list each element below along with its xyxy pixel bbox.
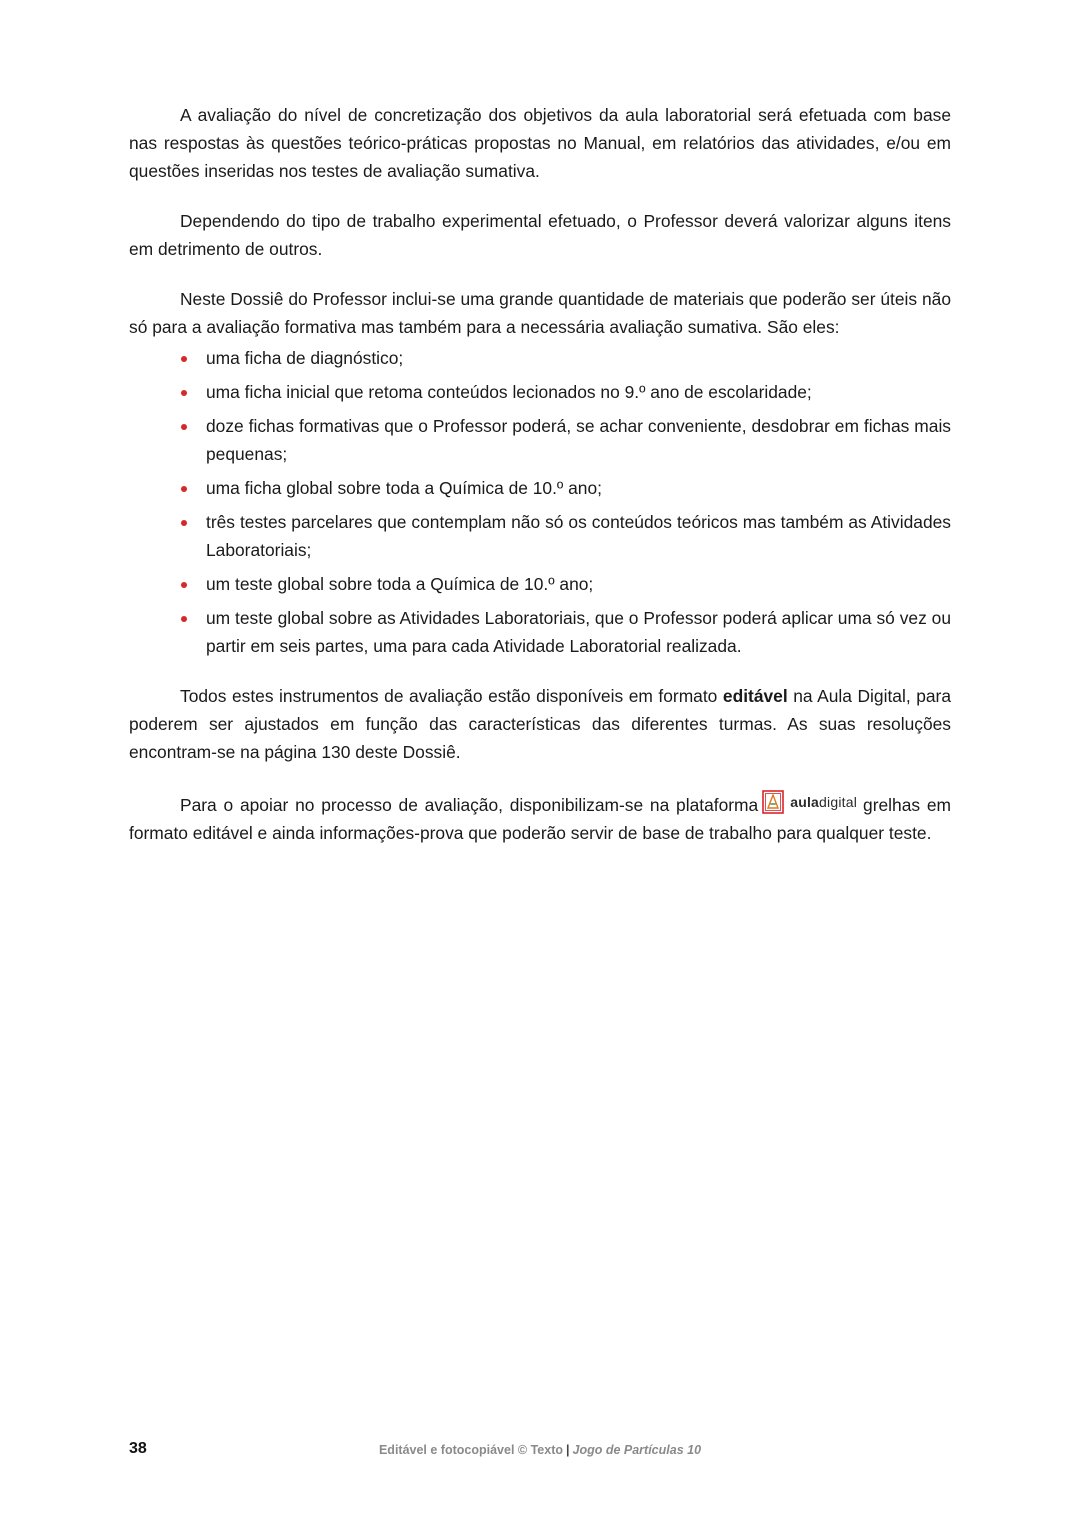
list-item [129, 604, 951, 660]
aula-digital-logo-icon [762, 790, 784, 814]
list-item [129, 508, 951, 564]
list-item-text: doze fichas formativas que o Professor poderá, se achar conveniente, desdobrar em fichas mais pequenas; [206, 416, 951, 464]
paragraph-evaluation-objectives: A avaliação do nível de concretização dos objetivos da aula laboratorial será efetuada com base nas respostas às questões teórico-práticas propostas no Manual, em relatórios das atividades, e/ou em questões inseridas nos testes de avaliação sumativa. [129, 105, 951, 181]
paragraph-experimental-work: Dependendo do tipo de trabalho experimental efetuado, o Professor deverá valorizar alguns itens em detrimento de outros. [129, 211, 951, 259]
footer-separator: | [566, 1443, 570, 1457]
editable-emphasis: editável [722, 686, 788, 706]
list-item [129, 378, 951, 406]
list-item [129, 474, 951, 502]
bullet-icon [181, 390, 187, 396]
bullet-icon [181, 582, 187, 588]
bullet-icon [181, 616, 187, 622]
list-item-text: um teste global sobre as Atividades Laboratoriais, que o Professor poderá aplicar uma só vez ou partir em seis partes, uma para cada Atividade Laboratorial realizada. [206, 608, 951, 656]
book-title: Jogo de Partículas 10 [572, 1443, 702, 1457]
list-item-text: três testes parcelares que contemplam não só os conteúdos teóricos mas também as Atividades Laboratoriais; [206, 512, 951, 560]
bullet-icon [181, 424, 187, 430]
page-number: 38 [129, 1440, 147, 1457]
list-item-text: uma ficha inicial que retoma conteúdos lecionados no 9.º ano de escolaridade; [206, 382, 812, 402]
bullet-icon [181, 486, 187, 492]
list-item-text: um teste global sobre toda a Química de 10.º ano; [206, 574, 594, 594]
list-item-text: uma ficha global sobre toda a Química de 10.º ano; [206, 478, 602, 498]
list-item [129, 570, 951, 598]
logo-text-light: digital [819, 794, 858, 810]
list-item [129, 412, 951, 468]
paragraph-editable-format: Todos estes instrumentos de avaliação estão disponíveis em formato editável na Aula Digital, para poderem ser ajustados em função das características das diferentes turmas. As suas resoluções encontram-se na página 130 deste Dossiê. [129, 686, 951, 762]
footer-credit: Editável e fotocopiável © Texto | Jogo de Partículas 10 [378, 1443, 702, 1457]
bullet-icon [181, 356, 187, 362]
aula-digital-logo [762, 788, 857, 816]
materials-list [129, 344, 951, 660]
paragraph-platform-support: Para o apoiar no processo de avaliação, disponibilizam-se na plataforma auladigital grelhas em formato editável e ainda informações-prova que poderão servir de base de trabalho para qualquer teste. [129, 788, 951, 847]
list-item [129, 344, 951, 372]
list-item-text: uma ficha de diagnóstico; [206, 348, 404, 368]
logo-text-strong: aula [790, 794, 820, 810]
bullet-icon [181, 520, 187, 526]
page-body [129, 101, 951, 869]
paragraph-dossier-materials: Neste Dossiê do Professor inclui-se uma grande quantidade de materiais que poderão ser úteis não só para a avaliação formativa mas também para a necessária avaliação sumativa. São eles: [129, 289, 951, 337]
